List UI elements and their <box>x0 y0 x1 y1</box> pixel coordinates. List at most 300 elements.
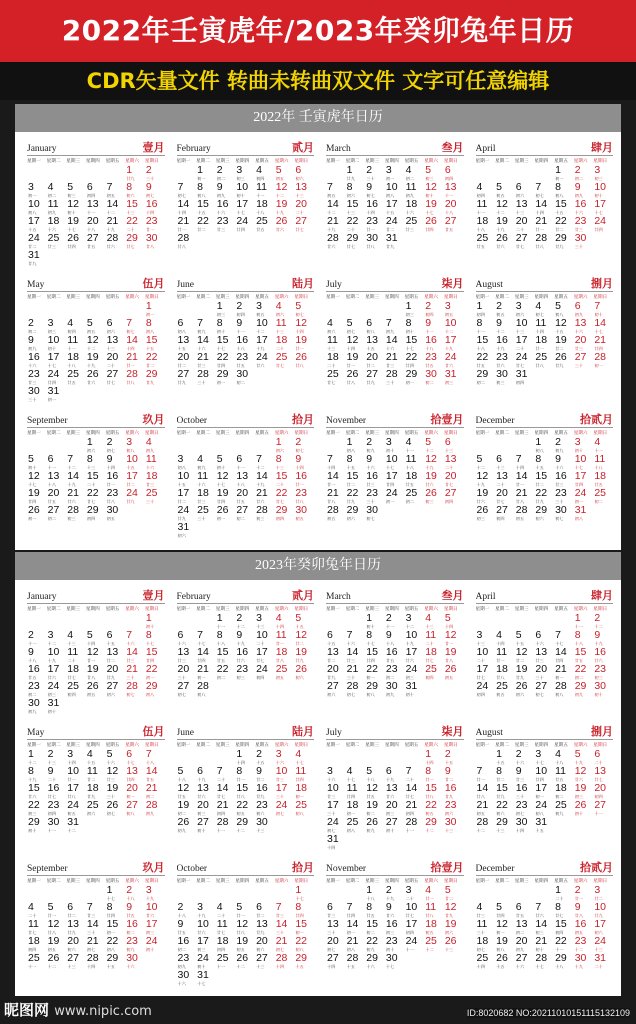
lunar-date: 二十 <box>405 896 414 901</box>
lunar-date: 廿一 <box>145 227 155 232</box>
day-cell <box>255 902 275 919</box>
lunar-date: 廿六 <box>385 913 395 918</box>
day-number: 11 <box>425 902 437 913</box>
day-number: 21 <box>346 936 359 947</box>
lunar-date: 初四 <box>405 811 414 816</box>
weekday-label: 星期一 <box>326 430 340 435</box>
day-number: 4 <box>405 165 412 176</box>
weekday-label: 星期四 <box>235 742 250 747</box>
day-number: 30 <box>295 505 308 516</box>
day-cell <box>177 454 197 471</box>
lunar-date: 十三 <box>47 760 57 765</box>
day-cell <box>424 664 444 681</box>
day-number: 29 <box>216 369 229 380</box>
day-cell <box>216 369 236 386</box>
lunar-date: 初二 <box>177 947 186 952</box>
day-number: 26 <box>366 817 378 828</box>
day-number: 29 <box>86 505 99 516</box>
empty-cell <box>534 885 554 902</box>
day-cell <box>255 505 275 522</box>
weekday-label: 星期六 <box>274 742 289 747</box>
month-november-2023 <box>326 856 464 992</box>
day-number: 18 <box>476 936 489 947</box>
weekday-label: 星期三 <box>514 430 529 435</box>
day-cell <box>255 301 275 318</box>
weekday-label: 星期六 <box>573 606 588 611</box>
day-cell <box>86 766 106 783</box>
day-number: 6 <box>574 301 581 312</box>
day-cell <box>125 199 145 216</box>
day-cell <box>177 335 197 352</box>
day-number: 28 <box>535 953 548 964</box>
lunar-date: 十七 <box>594 210 603 215</box>
day-number: 9 <box>236 630 243 641</box>
day-number: 5 <box>476 454 483 465</box>
weekday-label: 星期三 <box>66 294 81 299</box>
weekday-label: 星期五 <box>255 606 269 611</box>
day-number: 4 <box>425 613 432 624</box>
lunar-date: 初四 <box>256 675 265 680</box>
day-cell <box>593 749 613 766</box>
weekday-label: 星期四 <box>534 878 549 883</box>
day-cell <box>27 335 47 352</box>
month-name-cn: 拾贰月 <box>580 413 613 426</box>
day-cell <box>86 647 106 664</box>
day-cell <box>534 800 554 817</box>
day-number: 28 <box>555 681 567 692</box>
day-number: 28 <box>346 681 359 692</box>
day-number: 13 <box>444 454 457 465</box>
lunar-date: 十四 <box>86 964 96 969</box>
day-number: 23 <box>145 216 158 227</box>
day-cell <box>275 352 295 369</box>
lunar-date: 初五 <box>327 193 336 198</box>
day-cell <box>86 437 106 454</box>
day-cell <box>326 182 346 199</box>
empty-cell <box>86 165 106 182</box>
lunar-date: 廿五 <box>47 499 57 504</box>
day-cell <box>66 936 86 953</box>
day-number: 12 <box>177 783 190 794</box>
day-number: 24 <box>256 664 268 675</box>
day-cell <box>125 471 145 488</box>
day-cell <box>554 216 574 233</box>
month-header <box>476 584 614 604</box>
lunar-date: 十四 <box>295 465 304 470</box>
lunar-date: 十九 <box>594 641 603 646</box>
day-number: 2 <box>555 437 561 448</box>
day-number: 7 <box>385 318 392 329</box>
weekday-label: 星期四 <box>384 158 399 163</box>
empty-cell <box>476 749 496 766</box>
day-number: 17 <box>256 335 268 346</box>
weekday-label: 星期二 <box>196 294 210 299</box>
empty-cell <box>275 885 295 902</box>
lunar-date: 廿二 <box>594 896 603 901</box>
lunar-date: 廿九 <box>177 516 186 521</box>
lunar-date: 初八 <box>496 947 505 952</box>
day-cell <box>125 902 145 919</box>
month-november-2022 <box>326 408 464 544</box>
day-cell <box>444 471 464 488</box>
day-number: 17 <box>67 783 79 794</box>
lunar-date: 十二 <box>236 828 245 833</box>
day-cell <box>515 182 535 199</box>
day-number: 31 <box>515 369 528 380</box>
day-number: 13 <box>106 647 119 658</box>
day-cell <box>86 749 106 766</box>
empty-cell <box>27 165 47 182</box>
day-cell <box>385 471 405 488</box>
empty-cell <box>385 301 405 318</box>
lunar-date: 初九 <box>366 448 375 453</box>
day-number: 5 <box>444 885 451 896</box>
weekday-label: 星期一 <box>176 430 191 435</box>
weekday-row <box>177 156 315 165</box>
day-number: 19 <box>346 352 359 363</box>
lunar-date: 廿四 <box>405 363 414 368</box>
lunar-date: 十九 <box>67 482 76 487</box>
day-cell <box>476 902 496 919</box>
day-cell <box>177 817 197 834</box>
lunar-date: 十三 <box>327 346 336 351</box>
day-number: 7 <box>197 318 203 329</box>
day-cell <box>365 165 385 182</box>
day-number: 22 <box>555 936 567 947</box>
month-name-en: November <box>326 416 367 426</box>
day-cell <box>47 471 67 488</box>
weekday-label: 星期五 <box>554 294 568 299</box>
day-number: 9 <box>385 630 392 641</box>
day-number: 7 <box>327 182 333 193</box>
day-cell <box>574 335 594 352</box>
day-cell <box>554 505 574 522</box>
day-number: 26 <box>86 681 99 692</box>
lunar-date: 初六 <box>256 811 265 816</box>
weekday-label: 星期一 <box>475 158 490 163</box>
day-cell <box>86 505 106 522</box>
lunar-date: 初四 <box>476 312 485 317</box>
day-cell <box>444 369 464 386</box>
day-number: 27 <box>594 800 607 811</box>
day-number: 11 <box>86 766 98 777</box>
day-number: 21 <box>535 216 548 227</box>
lunar-date: 十三 <box>275 329 285 334</box>
day-cell <box>177 505 197 522</box>
lunar-date: 初二 <box>515 930 525 935</box>
weekday-label: 星期三 <box>365 742 380 747</box>
day-number: 16 <box>47 783 60 794</box>
day-number: 1 <box>145 301 152 312</box>
day-cell <box>177 182 197 199</box>
lunar-date: 十八 <box>177 777 186 782</box>
month-header <box>326 720 464 740</box>
lunar-date: 廿六 <box>496 244 505 249</box>
day-cell <box>515 369 535 386</box>
day-number: 10 <box>197 919 209 930</box>
day-number: 22 <box>236 800 249 811</box>
day-number: 29 <box>555 233 567 244</box>
lunar-date: 廿六 <box>86 380 96 385</box>
month-october-2023 <box>177 856 315 992</box>
day-cell <box>255 488 275 505</box>
day-number: 18 <box>256 199 268 210</box>
day-number: 19 <box>106 783 119 794</box>
lunar-date: 廿二 <box>535 482 544 487</box>
weekday-label: 星期日 <box>443 294 458 299</box>
day-number: 3 <box>405 885 412 896</box>
day-cell <box>365 783 385 800</box>
day-cell <box>106 936 126 953</box>
lunar-date: 廿四 <box>197 658 206 663</box>
lunar-date: 十四 <box>236 760 245 765</box>
day-grid <box>27 885 165 970</box>
day-cell <box>255 352 275 369</box>
lunar-date: 初十 <box>67 210 76 215</box>
lunar-date: 廿九 <box>496 794 505 799</box>
lunar-date: 初八 <box>346 828 356 833</box>
day-number: 12 <box>515 647 528 658</box>
lunar-date: 二十 <box>346 227 356 232</box>
lunar-date: 初四 <box>216 811 226 816</box>
day-number: 31 <box>67 817 79 828</box>
day-number: 28 <box>145 800 158 811</box>
day-cell <box>476 301 496 318</box>
lunar-date: 廿二 <box>366 363 375 368</box>
day-cell <box>106 766 126 783</box>
day-cell <box>66 318 86 335</box>
day-cell <box>145 902 165 919</box>
day-grid <box>177 301 315 386</box>
day-number: 28 <box>126 369 138 380</box>
day-number: 26 <box>295 352 308 363</box>
day-cell <box>145 471 165 488</box>
lunar-date: 十一 <box>594 448 603 453</box>
day-number: 15 <box>106 919 119 930</box>
day-number: 11 <box>496 647 508 658</box>
day-cell <box>554 471 574 488</box>
lunar-date: 初五 <box>106 193 115 198</box>
lunar-date: 廿五 <box>366 794 375 799</box>
month-header <box>177 272 315 292</box>
day-cell <box>424 454 444 471</box>
lunar-date: 十六 <box>515 964 525 969</box>
day-cell <box>86 783 106 800</box>
day-cell <box>27 352 47 369</box>
month-august-2023 <box>476 720 614 856</box>
weekday-label: 星期五 <box>404 294 419 299</box>
day-number: 19 <box>86 352 99 363</box>
lunar-date: 十三 <box>444 448 454 453</box>
day-cell <box>495 817 515 834</box>
day-number: 18 <box>496 664 508 675</box>
day-cell <box>235 301 255 318</box>
lunar-date: 二十 <box>275 346 285 351</box>
lunar-date: 初五 <box>67 811 76 816</box>
lunar-date: 初二 <box>236 516 245 521</box>
day-number: 10 <box>327 783 339 794</box>
day-cell <box>125 647 145 664</box>
weekday-label: 星期四 <box>534 430 549 435</box>
day-cell <box>235 902 255 919</box>
lunar-date: 初八 <box>177 465 186 470</box>
day-cell <box>385 613 405 630</box>
day-cell <box>444 437 464 454</box>
lunar-date: 廿二 <box>385 227 395 232</box>
month-header <box>177 136 315 156</box>
day-number: 4 <box>295 749 302 760</box>
day-number: 21 <box>515 488 528 499</box>
watermark-brand <box>4 999 152 1020</box>
lunar-date: 三十 <box>275 794 285 799</box>
day-cell <box>255 783 275 800</box>
day-cell <box>125 749 145 766</box>
day-number: 3 <box>47 318 54 329</box>
day-number: 7 <box>145 749 152 760</box>
day-number: 9 <box>444 766 451 777</box>
day-number: 6 <box>385 766 392 777</box>
day-number: 1 <box>145 613 152 624</box>
day-number: 10 <box>515 318 528 329</box>
weekday-label: 星期一 <box>475 294 490 299</box>
day-cell <box>515 953 535 970</box>
lunar-date: 十六 <box>197 346 206 351</box>
day-cell <box>255 471 275 488</box>
lunar-date: 廿六 <box>256 499 265 504</box>
day-number: 4 <box>67 630 74 641</box>
lunar-date: 十七 <box>535 760 544 765</box>
day-number: 16 <box>594 647 607 658</box>
lunar-date: 廿二 <box>106 658 115 663</box>
lunar-date: 十八 <box>444 210 454 215</box>
lunar-date: 廿八 <box>496 675 505 680</box>
day-number: 3 <box>28 182 34 193</box>
day-number: 14 <box>216 783 229 794</box>
day-number: 16 <box>177 936 190 947</box>
day-number: 14 <box>535 919 548 930</box>
day-cell <box>106 454 126 471</box>
day-cell <box>235 783 255 800</box>
weekday-label: 星期二 <box>495 294 509 299</box>
weekday-row <box>177 740 315 749</box>
day-cell <box>27 766 47 783</box>
lunar-date: 十一 <box>236 465 245 470</box>
lunar-date: 十五 <box>177 482 186 487</box>
day-number: 3 <box>236 165 243 176</box>
lunar-date: 初三 <box>236 675 245 680</box>
day-cell <box>47 233 67 250</box>
lunar-date: 廿七 <box>594 777 603 782</box>
day-number: 16 <box>574 199 587 210</box>
lunar-date: 初十 <box>574 811 584 816</box>
lunar-date: 初八 <box>126 811 135 816</box>
day-number: 24 <box>126 488 138 499</box>
day-number: 28 <box>275 953 288 964</box>
weekday-label: 星期五 <box>554 606 568 611</box>
lunar-date: 廿二 <box>555 346 564 351</box>
day-cell <box>145 664 165 681</box>
day-cell <box>346 437 366 454</box>
day-cell <box>495 182 515 199</box>
lunar-date: 廿七 <box>67 675 76 680</box>
day-cell <box>326 681 346 698</box>
day-number: 1 <box>574 613 581 624</box>
day-number: 2 <box>574 165 581 176</box>
day-number: 30 <box>366 233 378 244</box>
lunar-date: 廿九 <box>346 499 356 504</box>
day-grid <box>27 301 165 403</box>
day-cell <box>574 352 594 369</box>
day-cell <box>405 664 425 681</box>
day-number: 18 <box>327 352 339 363</box>
day-number: 27 <box>47 505 60 516</box>
month-july-2022 <box>326 272 464 408</box>
day-cell <box>476 800 496 817</box>
day-number: 10 <box>256 630 268 641</box>
day-cell <box>235 817 255 834</box>
day-cell <box>593 352 613 369</box>
day-number: 2 <box>28 318 34 329</box>
month-header <box>476 720 614 740</box>
day-number: 24 <box>256 352 268 363</box>
weekday-label: 星期二 <box>345 158 360 163</box>
lunar-date: 十五 <box>535 465 544 470</box>
month-name-cn: 壹月 <box>142 141 165 154</box>
day-number: 15 <box>535 471 548 482</box>
weekday-label: 星期五 <box>554 158 568 163</box>
lunar-date: 十二 <box>476 828 485 833</box>
lunar-date: 初九 <box>145 811 155 816</box>
year-title-2023: 2023年癸卯兔年日历 <box>15 552 621 580</box>
lunar-date: 廿二 <box>444 896 454 901</box>
day-cell <box>294 919 314 936</box>
day-number: 25 <box>476 233 489 244</box>
day-cell <box>294 437 314 454</box>
day-cell <box>574 182 594 199</box>
lunar-date: 二十 <box>327 363 336 368</box>
empty-cell <box>326 165 346 182</box>
day-number: 16 <box>385 647 398 658</box>
day-cell <box>424 749 444 766</box>
lunar-date: 初七 <box>327 828 336 833</box>
day-cell <box>346 199 366 216</box>
lunar-date: 十六 <box>405 210 414 215</box>
empty-cell <box>47 437 67 454</box>
day-cell <box>235 165 255 182</box>
day-number: 22 <box>295 936 308 947</box>
lunar-date: 初八 <box>145 692 155 697</box>
month-header <box>476 272 614 292</box>
day-number: 1 <box>346 437 353 448</box>
day-number: 5 <box>275 165 282 176</box>
empty-cell <box>196 749 216 766</box>
day-number: 30 <box>385 953 398 964</box>
day-number: 1 <box>275 437 282 448</box>
empty-cell <box>476 165 496 182</box>
day-cell <box>476 199 496 216</box>
day-number: 24 <box>385 488 398 499</box>
day-cell <box>574 301 594 318</box>
lunar-date: 十一 <box>405 947 414 952</box>
day-cell <box>275 936 295 953</box>
day-number: 23 <box>574 936 587 947</box>
day-number: 4 <box>216 902 223 913</box>
day-number: 31 <box>47 386 60 397</box>
day-grid <box>326 165 464 250</box>
day-cell <box>424 165 444 182</box>
day-number: 13 <box>106 335 119 346</box>
day-cell <box>574 437 594 454</box>
